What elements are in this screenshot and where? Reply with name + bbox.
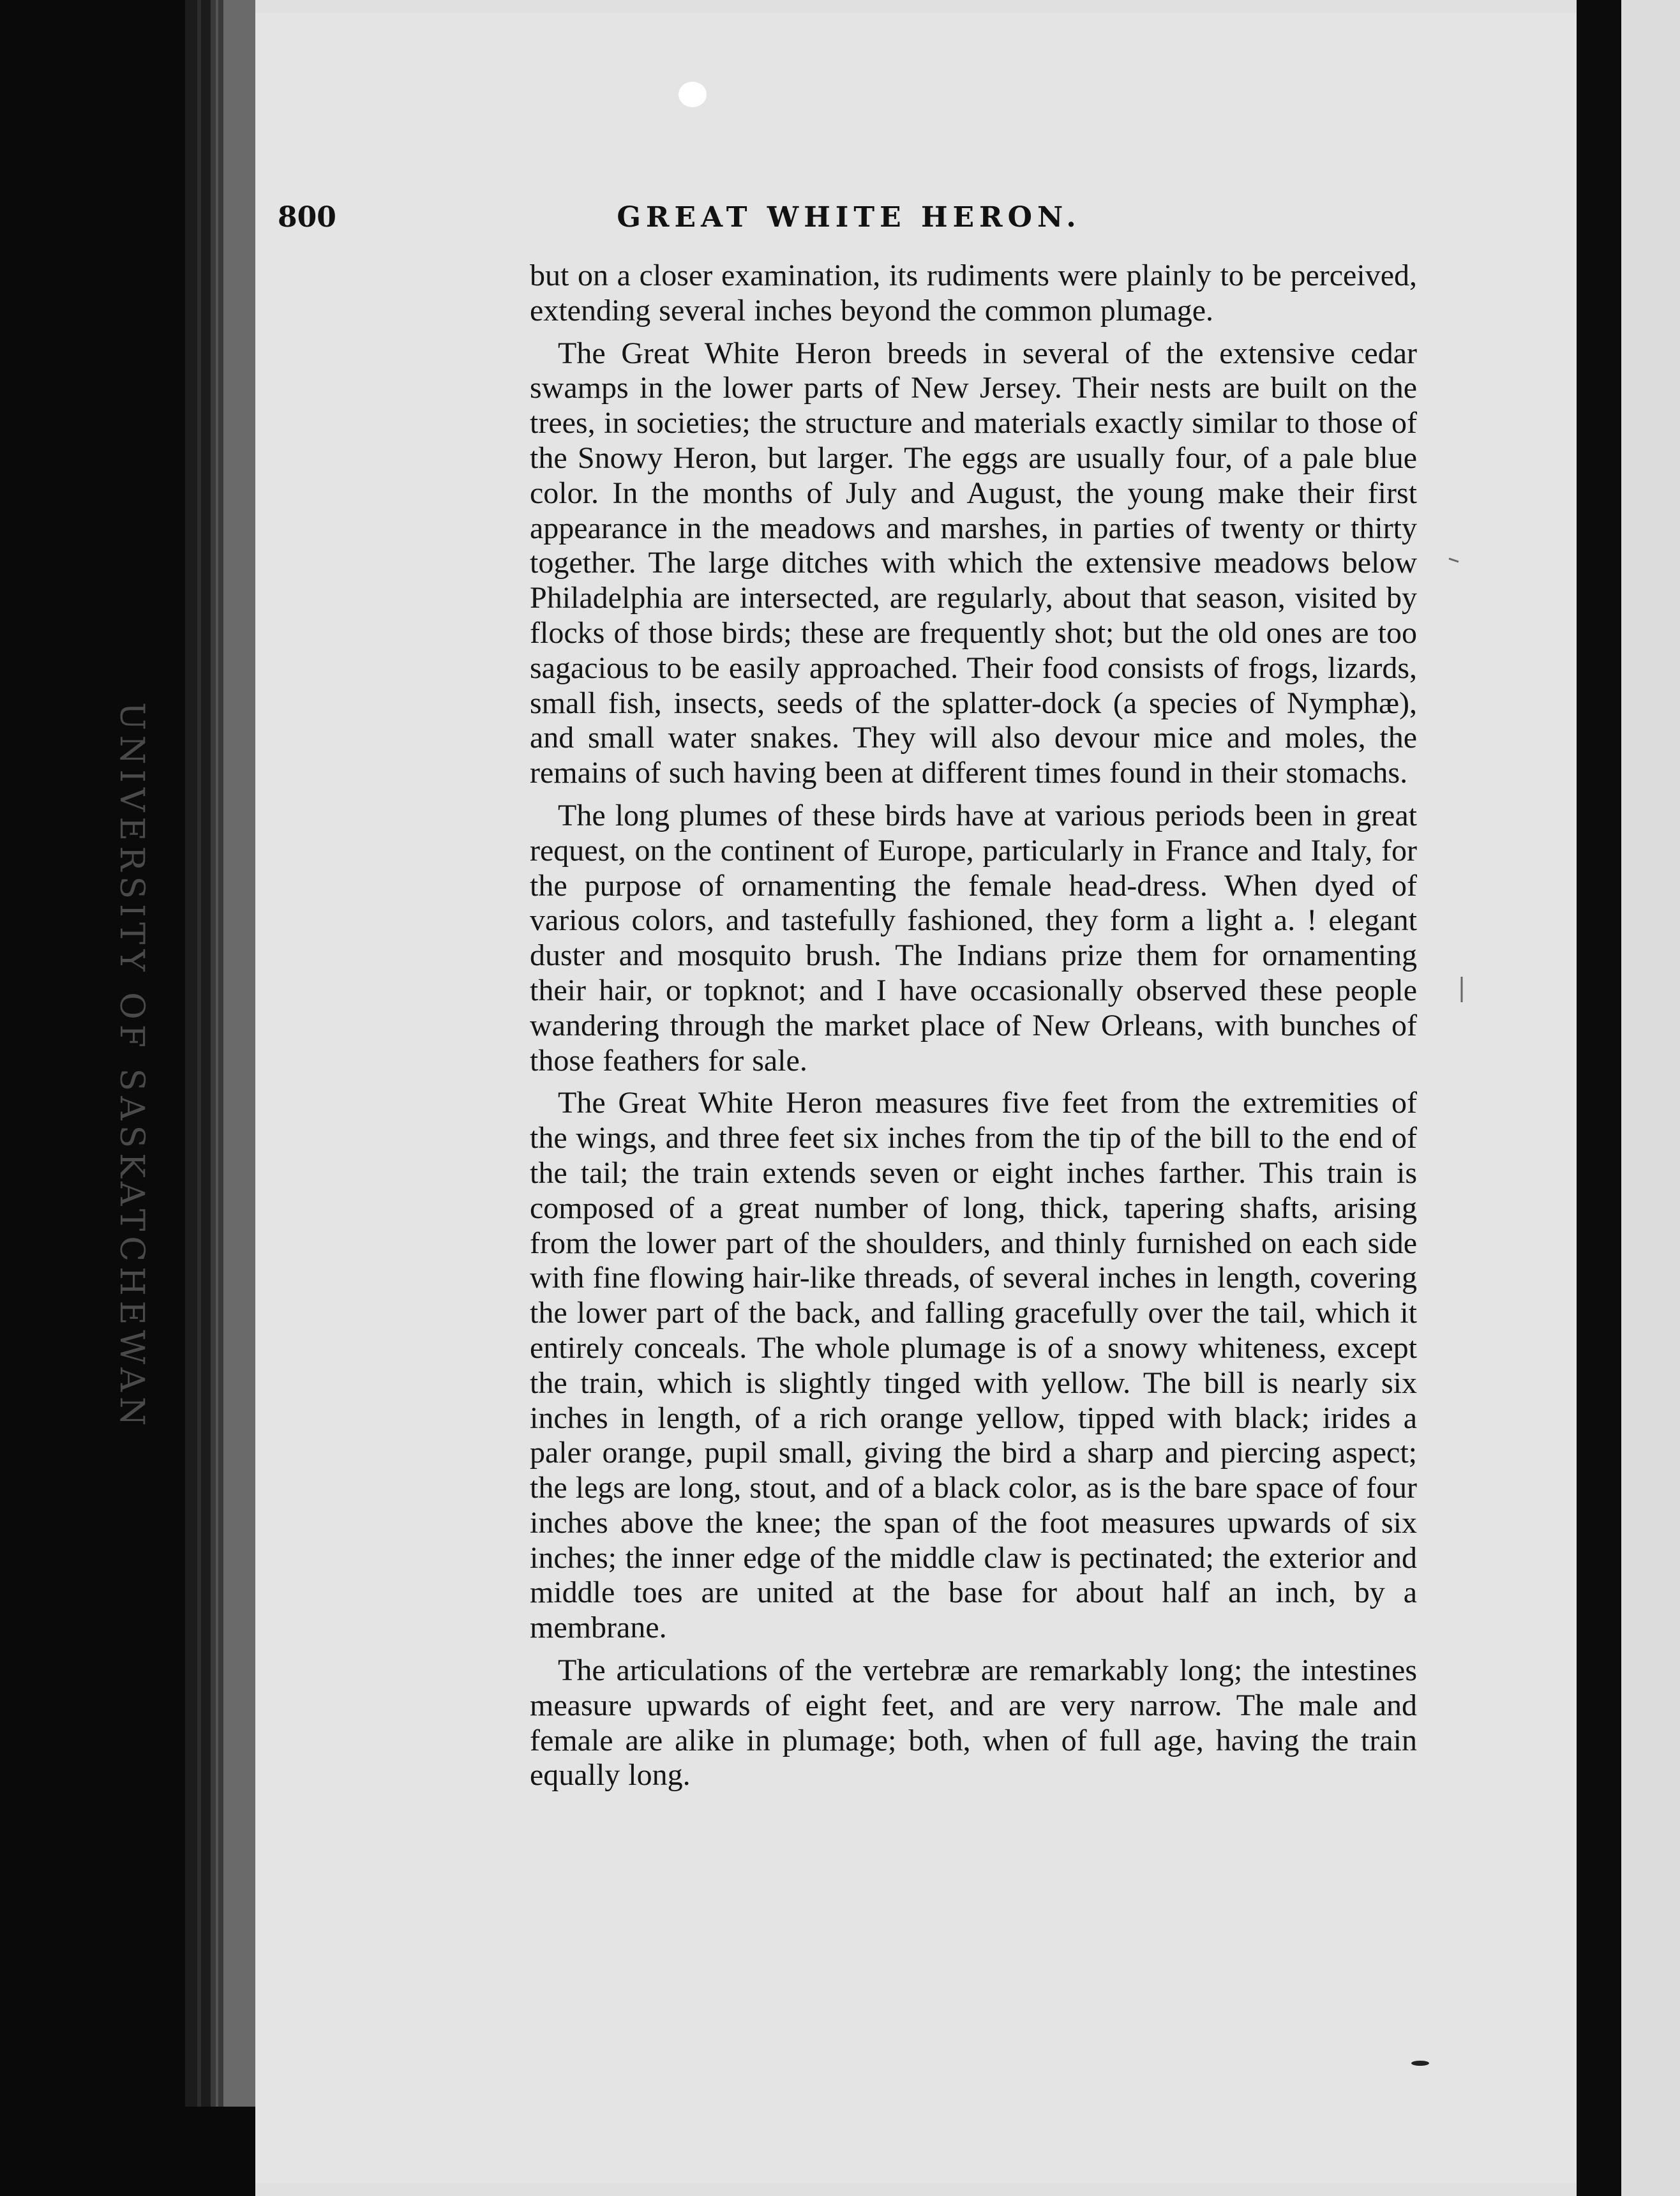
body-text (530, 259, 1417, 1801)
page-header (278, 201, 1420, 246)
paragraph-1: but on a closer examination, its rudiments were plainly to be perceived, extending several inches beyond the common plumage. (530, 259, 1417, 327)
fore-edge (0, 0, 185, 2196)
right-edge (1577, 0, 1621, 2196)
paragraph-5: The articulations of the vertebræ are remarkably long; the intestines measure upwards of eight feet, and are very narrow. The male and female are alike in plumage; both, when of full age, having the train equally long. (530, 1653, 1417, 1793)
running-head: GREAT WHITE HERON. (617, 201, 1081, 234)
stamp-text: UNIVERSITY OF SASKATCHEWAN (112, 702, 151, 1431)
paragraph-2: The Great White Heron breeds in several of the extensive cedar swamps in the lower parts of New Jersey. Their nests are built on the trees, in societies; the structure and materials exactly similar to those of the Snowy Heron, but larger. The eggs are usually four, of a pale blue color. In the months of July and August, the young make their first appearance in the meadows and marshes, in parties of twenty or thirty together. The large ditches with which the extensive meadows below Philadelphia are intersected, are regularly, about that season, visited by flocks of those birds; these are frequently shot; but the old ones are too sagacious to be easily approached. Their food consists of frogs, lizards, small fish, insects, seeds of the splatter-dock (a species of Nymphæ), and small water snakes. They will also devour mice and moles, the remains of such having been at different times found in their stomachs. (530, 336, 1417, 790)
paragraph-3: The long plumes of these birds have at various periods been in great request, on the continent of Europe, particularly in France and Italy, for the purpose of ornamenting the female head-dress. When dyed of various colors, and tastefully fashioned, they form a light a. ! elegant duster and mosquito brush. The Indians prize them for ornamenting their hair, or topknot; and I have occasionally observed these people wandering through the market place of New Orleans, with bunches of those feathers for sale. (530, 798, 1417, 1078)
paragraph-4: The Great White Heron measures five feet from the extremities of the wings, and three feet six inches from the tip of the bill to the end of the tail; the train extends seven or eight inches farther. This train is composed of a great number of long, thick, tapering shafts, arising from the lower part of the shoulders, and thinly furnished on each side with fine flowing hair-like threads, of several inches in length, covering the lower part of the back, and falling gracefully over the tail, which it entirely conceals. The whole plumage is of a snowy whiteness, except the train, which is slightly tinged with yellow. The bill is nearly six inches in length, of a rich orange yellow, tipped with black; irides a paler orange, pupil small, giving the bird a sharp and piercing aspect; the legs are long, stout, and of a black color, as is the bare space of four inches above the knee; the span of the foot measures upwards of six inches; the inner edge of the middle claw is pectinated; the exterior and middle toes are united at the base for about half an inch, by a membrane. (530, 1086, 1417, 1645)
page-number: 800 (278, 201, 336, 234)
